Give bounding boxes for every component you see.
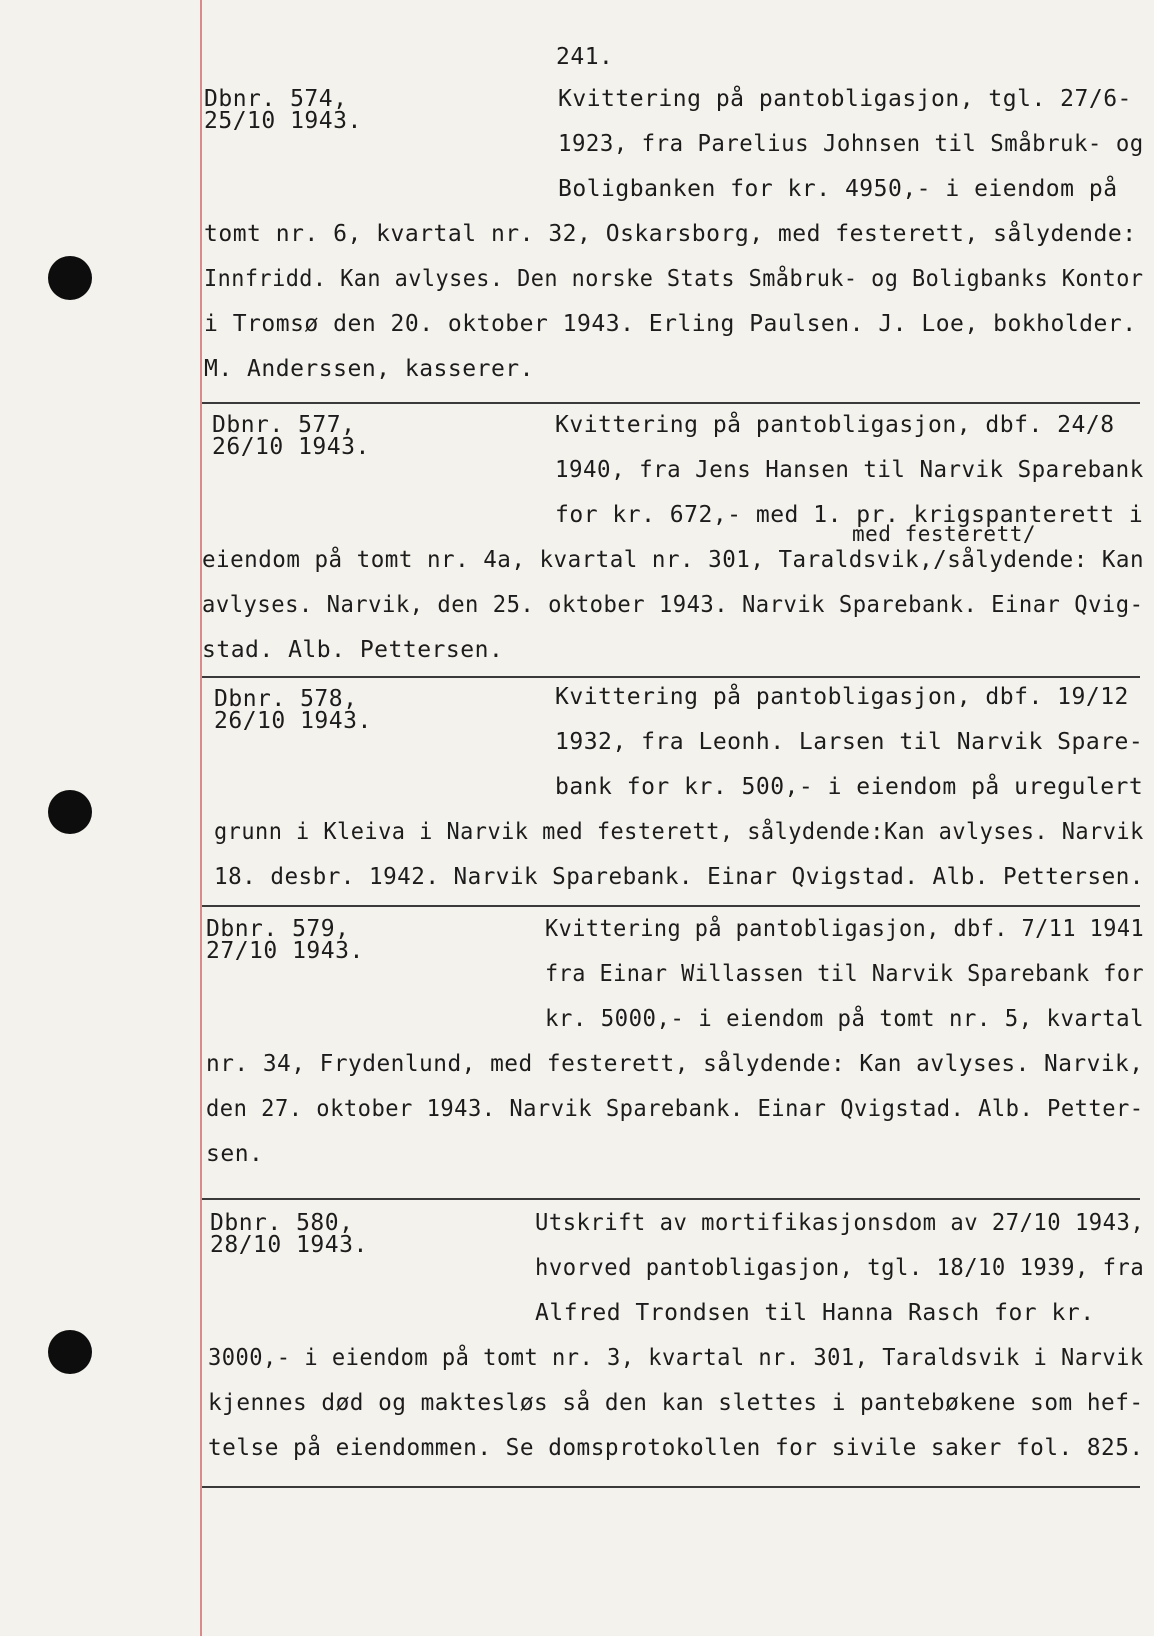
entry-line: avlyses. Narvik, den 25. oktober 1943. Narvik Sparebank. Einar Qvig- [202, 592, 1144, 618]
entry-line: eiendom på tomt nr. 4a, kvartal nr. 301, Taraldsvik,/sålydende: Kan [202, 547, 1145, 573]
punch-hole [48, 256, 92, 300]
divider-line [202, 1486, 1140, 1488]
punch-hole [48, 790, 92, 834]
entry-line: Kvittering på pantobligasjon, dbf. 7/11 1941 [545, 916, 1145, 942]
entry-date: 27/10 1943. [206, 938, 364, 964]
divider-line [202, 905, 1140, 907]
entry-line: Kvittering på pantobligasjon, tgl. 27/6- [558, 86, 1132, 112]
entry-date: 28/10 1943. [210, 1232, 368, 1258]
entry-line: stad. Alb. Pettersen. [202, 637, 504, 663]
entry-line: grunn i Kleiva i Narvik med festerett, sålydende:Kan avlyses. Narvik [214, 819, 1144, 845]
entry-line: Alfred Trondsen til Hanna Rasch for kr. [535, 1300, 1095, 1326]
entry-line: 18. desbr. 1942. Narvik Sparebank. Einar Qvigstad. Alb. Pettersen. [214, 864, 1144, 890]
punch-hole [48, 1330, 92, 1374]
entry-line: Boligbanken for kr. 4950,- i eiendom på [558, 176, 1118, 202]
entry-line: Innfridd. Kan avlyses. Den norske Stats Småbruk- og Boligbanks Kontor [204, 266, 1144, 292]
entry-line: 1940, fra Jens Hansen til Narvik Sparebank [555, 457, 1144, 483]
divider-line [202, 676, 1140, 678]
entry-line: 1923, fra Parelius Johnsen til Småbruk- og [558, 131, 1144, 157]
entry-line: hvorved pantobligasjon, tgl. 18/10 1939, fra [535, 1255, 1145, 1281]
entry-line: telse på eiendommen. Se domsprotokollen for sivile saker fol. 825. [208, 1435, 1144, 1461]
entry-line: M. Anderssen, kasserer. [204, 356, 534, 382]
entry-date: 26/10 1943. [214, 708, 372, 734]
entry-date: 26/10 1943. [212, 434, 370, 460]
entry-line: for kr. 672,- med 1. pr. krigspanterett i [555, 502, 1144, 528]
entry-line: i Tromsø den 20. oktober 1943. Erling Paulsen. J. Loe, bokholder. [204, 311, 1137, 337]
entry-dbnr: Dbnr. 574, [204, 86, 348, 112]
entry-line: 1932, fra Leonh. Larsen til Narvik Spare- [555, 729, 1144, 755]
entry-line: kjennes død og maktesløs så den kan slettes i pantebøkene som hef- [208, 1390, 1144, 1416]
entry-line: fra Einar Willassen til Narvik Sparebank for [545, 961, 1145, 987]
entry-line: Kvittering på pantobligasjon, dbf. 19/12 [555, 684, 1129, 710]
insertion-note: med festerett/ [852, 522, 1037, 546]
entry-dbnr: Dbnr. 579, [206, 916, 350, 942]
margin-line [200, 0, 202, 1636]
entry-line: kr. 5000,- i eiendom på tomt nr. 5, kvartal [545, 1006, 1145, 1032]
entry-line: Utskrift av mortifikasjonsdom av 27/10 1943, [535, 1210, 1145, 1236]
entry-line: sen. [206, 1141, 264, 1167]
entry-dbnr: Dbnr. 577, [212, 412, 356, 438]
entry-line: bank for kr. 500,- i eiendom på uregulert [555, 774, 1144, 800]
divider-line [202, 1198, 1140, 1200]
entry-line: tomt nr. 6, kvartal nr. 32, Oskarsborg, med festerett, sålydende: [204, 221, 1137, 247]
entry-line: nr. 34, Frydenlund, med festerett, sålydende: Kan avlyses. Narvik, [206, 1051, 1144, 1077]
entry-date: 25/10 1943. [204, 108, 362, 134]
entry-line: den 27. oktober 1943. Narvik Sparebank. Einar Qvigstad. Alb. Petter- [206, 1096, 1144, 1122]
entry-line: 3000,- i eiendom på tomt nr. 3, kvartal nr. 301, Taraldsvik i Narvik [208, 1345, 1144, 1371]
entry-dbnr: Dbnr. 578, [214, 686, 358, 712]
entry-dbnr: Dbnr. 580, [210, 1210, 354, 1236]
page-number: 241. [556, 44, 614, 70]
entry-line: Kvittering på pantobligasjon, dbf. 24/8 [555, 412, 1115, 438]
divider-line [202, 402, 1140, 404]
